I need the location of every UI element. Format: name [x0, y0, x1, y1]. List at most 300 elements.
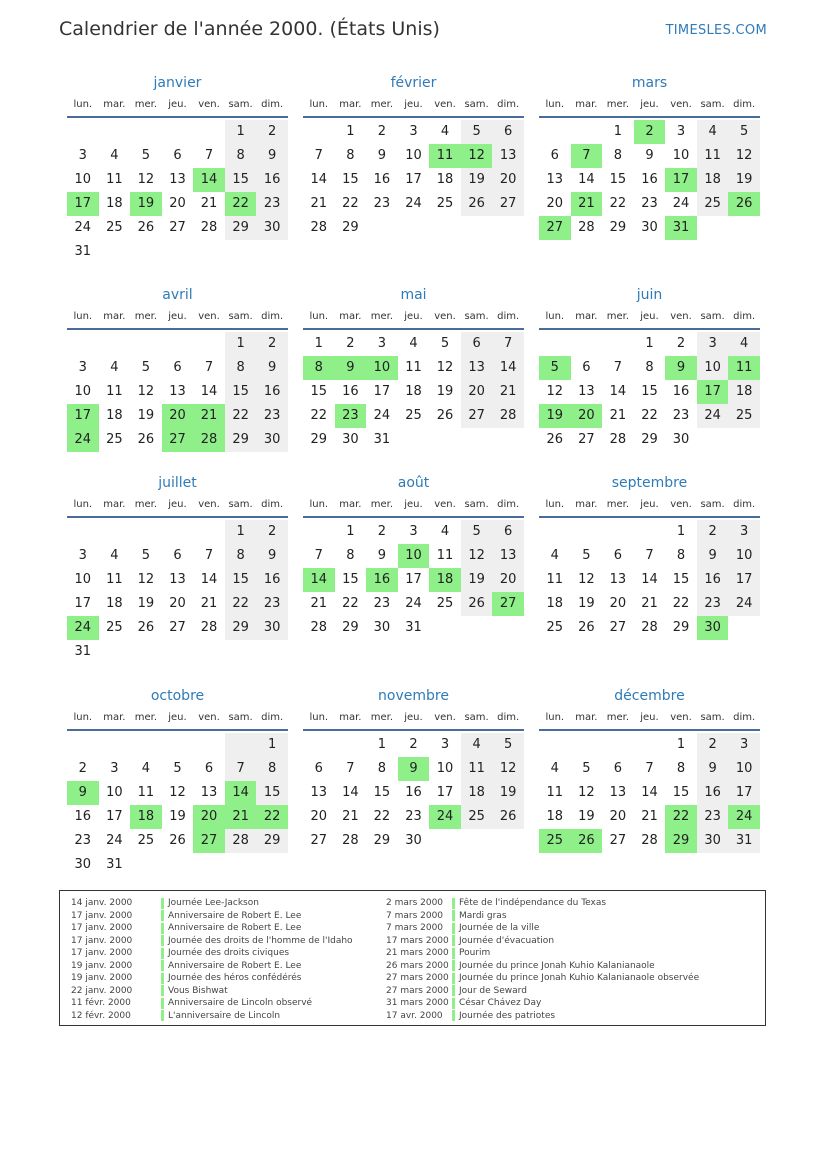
day-cell: 19 [578, 809, 595, 824]
day-cell: 27 [193, 829, 225, 853]
day-cell: 21 [571, 192, 603, 216]
day-cell: 28 [641, 620, 658, 635]
day-cell: 27 [162, 428, 194, 452]
weekday-label: mar. [575, 311, 598, 322]
day-cell: 5 [582, 761, 591, 776]
empty-cell [303, 120, 335, 144]
week-row [67, 853, 288, 877]
day-cell: 11 [728, 356, 760, 380]
day-cell: 28 [310, 220, 328, 235]
day-cell: 24 [728, 805, 760, 829]
legend-holiday-name: Anniversaire de Robert E. Lee [168, 910, 302, 921]
week-row [67, 380, 288, 404]
week-row [539, 192, 760, 216]
day-cell: 18 [728, 380, 760, 404]
day-cell: 16 [672, 384, 690, 399]
month-block [67, 284, 288, 452]
day-cell: 6 [550, 148, 559, 163]
month-name: octobre [150, 688, 205, 704]
site-link[interactable]: TIMESLES.COM [665, 23, 767, 38]
week-row [67, 733, 288, 757]
day-cell: 1 [346, 524, 355, 539]
day-cell: 19 [492, 781, 524, 805]
weekday-label: sam. [464, 499, 489, 510]
month-block [303, 685, 524, 853]
day-cell: 29 [665, 829, 697, 853]
day-cell: 30 [641, 220, 658, 235]
empty-cell [99, 520, 131, 544]
day-cell: 24 [405, 596, 422, 611]
week-row [67, 757, 288, 781]
day-cell: 5 [141, 148, 151, 163]
empty-cell [67, 120, 99, 144]
day-cell: 13 [310, 785, 328, 800]
holiday-marker [161, 898, 164, 909]
legend-date: 17 janv. 2000 [71, 923, 133, 933]
day-cell: 23 [256, 192, 288, 216]
day-cell: 2 [346, 336, 355, 351]
day-cell: 27 [492, 192, 524, 216]
month-name: avril [162, 287, 193, 303]
empty-cell [539, 120, 571, 144]
empty-cell [697, 216, 729, 240]
day-cell: 8 [613, 148, 623, 163]
day-cell: 8 [225, 356, 257, 380]
day-cell: 30 [672, 432, 690, 447]
weekday-label: ven. [434, 712, 456, 723]
legend-row [386, 897, 699, 910]
day-cell: 27 [461, 404, 493, 428]
day-cell: 7 [314, 148, 323, 163]
day-cell: 12 [137, 572, 155, 587]
day-cell: 30 [373, 620, 391, 635]
day-cell: 4 [550, 548, 559, 563]
empty-cell [67, 520, 99, 544]
weekday-header [539, 306, 760, 330]
day-cell: 3 [78, 360, 87, 375]
day-cell: 10 [106, 785, 123, 800]
day-cell: 11 [106, 384, 123, 399]
day-cell: 4 [110, 548, 119, 563]
holiday-marker [161, 910, 164, 921]
week-row [67, 120, 288, 144]
day-cell: 31 [74, 244, 92, 259]
day-cell: 11 [461, 757, 493, 781]
day-cell: 14 [225, 781, 257, 805]
week-row [303, 616, 524, 640]
weekday-label: jeu. [404, 311, 423, 322]
day-cell: 15 [225, 568, 257, 592]
weekday-label: jeu. [640, 311, 659, 322]
day-cell: 23 [256, 404, 288, 428]
day-cell: 4 [461, 733, 493, 757]
day-cell: 5 [440, 336, 450, 351]
day-cell: 1 [676, 737, 686, 752]
day-cell: 22 [256, 805, 288, 829]
weekday-label: jeu. [404, 99, 423, 110]
day-cell: 9 [697, 544, 729, 568]
legend-date: 19 janv. 2000 [71, 960, 133, 971]
week-row [303, 805, 524, 829]
weekday-label: dim. [497, 311, 520, 322]
empty-cell [429, 428, 461, 452]
day-cell: 8 [645, 360, 654, 375]
day-cell: 29 [310, 432, 328, 447]
day-cell: 9 [665, 356, 697, 380]
day-cell: 8 [225, 144, 257, 168]
month-block [303, 284, 524, 452]
legend-row [386, 910, 699, 923]
weekday-label: mer. [370, 99, 394, 110]
empty-cell [335, 733, 367, 757]
day-cell: 22 [672, 596, 690, 611]
day-cell: 25 [106, 620, 123, 635]
day-cell: 7 [571, 144, 603, 168]
weekday-label: lun. [73, 311, 93, 322]
day-cell: 19 [578, 596, 595, 611]
day-cell: 6 [314, 761, 323, 776]
week-row [539, 544, 760, 568]
day-cell: 14 [578, 172, 595, 187]
empty-cell [130, 120, 162, 144]
month-block [303, 72, 524, 240]
day-cell: 6 [173, 360, 182, 375]
weekday-label: jeu. [168, 99, 187, 110]
week-row [303, 544, 524, 568]
day-cell: 19 [461, 568, 493, 592]
empty-cell [429, 216, 461, 240]
empty-cell [571, 733, 603, 757]
week-row [539, 781, 760, 805]
week-row [67, 781, 288, 805]
day-cell: 23 [697, 805, 729, 829]
legend-row [71, 910, 353, 923]
day-cell: 3 [697, 332, 729, 356]
weekday-label: ven. [670, 99, 692, 110]
day-cell: 23 [697, 592, 729, 616]
day-cell: 20 [193, 805, 225, 829]
empty-cell [225, 853, 257, 877]
day-cell: 20 [571, 404, 603, 428]
weekday-label: ven. [434, 499, 456, 510]
day-cell: 17 [74, 596, 92, 611]
weekday-label: sam. [228, 311, 253, 322]
empty-cell [193, 120, 225, 144]
empty-cell [571, 520, 603, 544]
day-cell: 28 [609, 432, 627, 447]
day-cell: 5 [582, 548, 591, 563]
day-cell: 5 [141, 548, 151, 563]
day-cell: 3 [728, 520, 760, 544]
empty-cell [130, 332, 162, 356]
day-cell: 16 [697, 568, 729, 592]
day-cell: 11 [137, 785, 155, 800]
day-cell: 6 [613, 548, 623, 563]
day-cell: 3 [676, 124, 686, 139]
day-cell: 24 [74, 220, 92, 235]
day-cell: 30 [342, 432, 359, 447]
week-row [539, 428, 760, 452]
day-cell: 11 [106, 572, 123, 587]
weekday-label: dim. [497, 712, 520, 723]
day-cell: 22 [373, 809, 391, 824]
day-cell: 9 [256, 356, 288, 380]
holiday-marker [452, 960, 455, 971]
weekday-label: dim. [733, 499, 756, 510]
day-cell: 8 [346, 548, 355, 563]
day-cell: 29 [342, 620, 359, 635]
day-cell: 14 [200, 384, 218, 399]
week-row [303, 404, 524, 428]
day-cell: 6 [492, 520, 524, 544]
empty-cell [256, 853, 288, 877]
day-cell: 18 [436, 172, 454, 187]
day-cell: 28 [641, 833, 658, 848]
day-cell: 17 [697, 380, 729, 404]
day-cell: 15 [641, 384, 658, 399]
day-cell: 20 [492, 168, 524, 192]
day-cell: 26 [169, 833, 186, 848]
week-row [539, 805, 760, 829]
legend-holiday-name: Journée du prince Jonah Kuhio Kalanianaole [459, 960, 655, 971]
legend-holiday-name: Fête de l'indépendance du Texas [459, 898, 607, 908]
day-cell: 25 [106, 432, 123, 447]
day-cell: 21 [641, 596, 658, 611]
legend-column-left [71, 897, 353, 1022]
day-cell: 21 [200, 596, 218, 611]
empty-cell [303, 520, 335, 544]
day-cell: 18 [546, 809, 564, 824]
legend-date: 17 mars 2000 [386, 935, 449, 946]
day-cell: 30 [256, 428, 288, 452]
day-cell: 28 [200, 220, 218, 235]
day-cell: 15 [342, 172, 359, 187]
day-cell: 18 [106, 196, 123, 211]
week-row [303, 144, 524, 168]
week-row [539, 144, 760, 168]
day-cell: 26 [137, 220, 155, 235]
day-cell: 11 [436, 548, 454, 563]
day-cell: 12 [728, 144, 760, 168]
weekday-label: mar. [103, 311, 126, 322]
weekday-label: ven. [198, 712, 220, 723]
day-cell: 13 [461, 356, 493, 380]
day-cell: 25 [436, 596, 454, 611]
day-cell: 24 [106, 833, 123, 848]
day-cell: 7 [225, 757, 257, 781]
empty-cell [193, 240, 225, 264]
legend-row [386, 985, 699, 998]
month-name: janvier [153, 75, 202, 91]
day-cell: 29 [641, 432, 658, 447]
day-cell: 6 [461, 332, 493, 356]
day-cell: 11 [697, 144, 729, 168]
day-cell: 1 [377, 737, 387, 752]
day-cell: 4 [697, 120, 729, 144]
day-cell: 29 [373, 833, 391, 848]
month-block [539, 472, 760, 640]
day-cell: 25 [697, 192, 729, 216]
week-row [67, 592, 288, 616]
holiday-marker [161, 935, 164, 946]
week-row [67, 144, 288, 168]
day-cell: 21 [492, 380, 524, 404]
day-cell: 24 [405, 196, 422, 211]
day-cell: 1 [613, 124, 623, 139]
weekday-label: dim. [261, 99, 284, 110]
weekday-label: mer. [134, 99, 158, 110]
day-cell: 12 [492, 757, 524, 781]
day-cell: 4 [141, 761, 151, 776]
month-block [539, 685, 760, 853]
week-row [539, 216, 760, 240]
day-cell: 21 [310, 596, 328, 611]
day-cell: 3 [78, 148, 87, 163]
empty-cell [225, 733, 257, 757]
weekday-label: ven. [434, 99, 456, 110]
holiday-marker [161, 948, 164, 959]
day-cell: 8 [256, 757, 288, 781]
day-cell: 23 [672, 408, 690, 423]
legend-row [386, 922, 699, 935]
day-cell: 9 [335, 356, 367, 380]
day-cell: 30 [256, 216, 288, 240]
weekday-label: jeu. [640, 499, 659, 510]
day-cell: 21 [193, 404, 225, 428]
day-cell: 19 [169, 809, 186, 824]
day-cell: 13 [609, 572, 627, 587]
empty-cell [728, 616, 760, 640]
holiday-marker [452, 1010, 455, 1021]
empty-cell [461, 616, 493, 640]
day-cell: 25 [546, 620, 564, 635]
week-row [67, 544, 288, 568]
day-cell: 4 [409, 336, 418, 351]
day-cell: 2 [377, 124, 387, 139]
week-row [67, 568, 288, 592]
day-cell: 22 [225, 404, 257, 428]
empty-cell [99, 332, 131, 356]
weekday-label: lun. [73, 712, 93, 723]
day-cell: 9 [398, 757, 430, 781]
weekday-label: mer. [134, 712, 158, 723]
legend-date: 17 janv. 2000 [71, 948, 133, 958]
day-cell: 9 [256, 144, 288, 168]
weekday-label: sam. [700, 499, 725, 510]
day-cell: 28 [225, 829, 257, 853]
empty-cell [728, 428, 760, 452]
weekday-label: mar. [339, 712, 362, 723]
day-cell: 2 [377, 524, 387, 539]
legend-date: 2 mars 2000 [386, 898, 444, 908]
empty-cell [99, 120, 131, 144]
weekday-label: lun. [309, 499, 329, 510]
weekday-header [303, 707, 524, 731]
empty-cell [492, 829, 524, 853]
day-cell: 6 [492, 120, 524, 144]
legend-holiday-name: Journée du prince Jonah Kuhio Kalanianaole observée [459, 973, 700, 983]
legend-row [71, 997, 353, 1010]
day-cell: 8 [225, 544, 257, 568]
empty-cell [634, 520, 666, 544]
empty-cell [256, 640, 288, 664]
week-row [539, 168, 760, 192]
weekday-label: dim. [497, 499, 520, 510]
week-row [303, 520, 524, 544]
legend-row [71, 947, 353, 960]
empty-cell [429, 616, 461, 640]
day-cell: 16 [366, 568, 398, 592]
day-cell: 11 [106, 172, 123, 187]
day-cell: 29 [342, 220, 359, 235]
day-cell: 31 [373, 432, 391, 447]
holiday-marker [452, 923, 455, 934]
day-cell: 20 [310, 809, 328, 824]
day-cell: 28 [578, 220, 595, 235]
weekday-header [303, 306, 524, 330]
week-row [539, 616, 760, 640]
day-cell: 26 [546, 432, 564, 447]
empty-cell [193, 853, 225, 877]
week-row [303, 428, 524, 452]
week-row [303, 757, 524, 781]
day-cell: 7 [346, 761, 355, 776]
legend-holiday-name: Vous Bishwat [168, 985, 228, 996]
holiday-marker [161, 923, 164, 934]
holiday-marker [161, 973, 164, 984]
empty-cell [130, 640, 162, 664]
day-cell: 12 [137, 384, 155, 399]
week-row [303, 781, 524, 805]
day-cell: 21 [200, 196, 218, 211]
day-cell: 27 [609, 620, 627, 635]
day-cell: 31 [405, 620, 422, 635]
day-cell: 25 [106, 220, 123, 235]
holiday-marker [452, 910, 455, 921]
weekday-label: lun. [545, 499, 565, 510]
day-cell: 25 [728, 404, 760, 428]
weekday-label: sam. [700, 311, 725, 322]
day-cell: 23 [335, 404, 367, 428]
day-cell: 18 [106, 408, 123, 423]
weekday-label: jeu. [640, 99, 659, 110]
day-cell: 9 [377, 148, 387, 163]
day-cell: 26 [137, 432, 155, 447]
legend-holiday-name: Journée des droits civiques [168, 948, 290, 958]
day-cell: 17 [728, 781, 760, 805]
day-cell: 24 [697, 404, 729, 428]
weekday-label: lun. [73, 99, 93, 110]
day-cell: 10 [405, 148, 422, 163]
weekday-label: ven. [198, 311, 220, 322]
day-cell: 19 [539, 404, 571, 428]
day-cell: 25 [137, 833, 155, 848]
month-block [303, 472, 524, 640]
holiday-legend [59, 890, 766, 1026]
weekday-label: sam. [228, 499, 253, 510]
day-cell: 12 [436, 360, 454, 375]
day-cell: 31 [74, 644, 92, 659]
weekday-label: mar. [339, 311, 362, 322]
weekday-label: sam. [464, 311, 489, 322]
day-cell: 7 [204, 360, 214, 375]
day-cell: 29 [225, 216, 257, 240]
day-cell: 7 [204, 548, 214, 563]
weekday-label: jeu. [640, 712, 659, 723]
week-row [539, 120, 760, 144]
day-cell: 15 [672, 785, 690, 800]
month-name: mai [400, 287, 427, 303]
